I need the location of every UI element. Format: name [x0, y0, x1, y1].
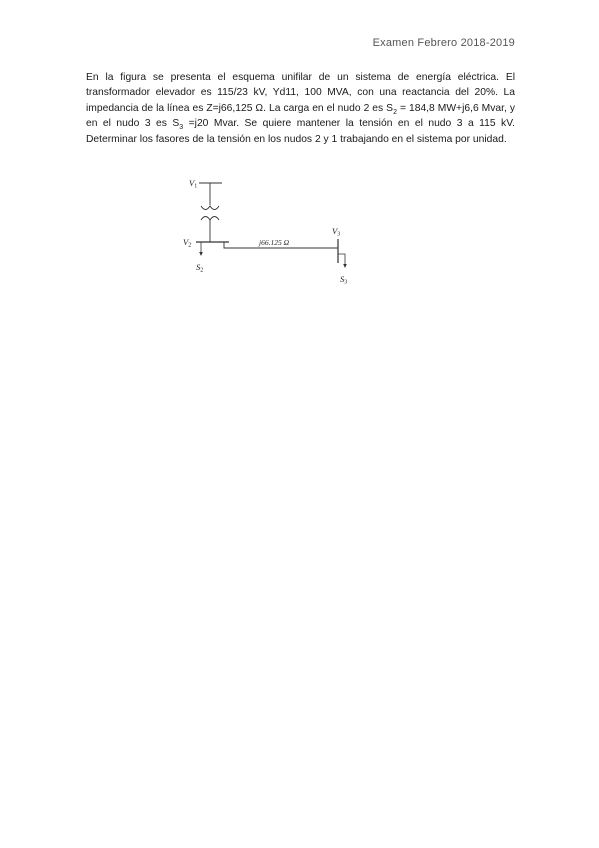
v3-label: V3: [332, 226, 341, 238]
problem-text-part-1: En la figura se presenta el esquema unifilar de un sistema de energía eléctrica. El transformador elevador es 115/23 kV, Yd11, 100 MVA, con una reactancia del 20%. La impedancia de la línea es Z=j66,125 Ω. La carga en el nudo 2 es S: [86, 72, 515, 114]
load-3-arrow: [343, 264, 347, 268]
transformer-secondary-winding: [201, 217, 219, 221]
transformer-primary-winding: [201, 206, 219, 210]
v1-label: V1: [189, 178, 198, 190]
problem-text-part-2: = 184,8 MW+j6,6 Mvar, y en el nudo 3 es S: [86, 102, 515, 130]
s3-label: S3: [340, 274, 348, 286]
problem-text-part-3: =j20 Mvar. Se quiere mantener la tensión en el nudo 3 a 115 kV. Determinar los fasores de la tensión en los nudos 2 y 1 trabajando en el sistema por unidad.: [86, 118, 515, 145]
line-impedance-label: j66.125 Ω: [259, 238, 290, 247]
v2-label: V2: [183, 237, 192, 249]
s2-subscript: 2: [393, 108, 397, 116]
s2-label: S2: [196, 262, 204, 274]
transformer-symbol: [201, 206, 219, 220]
page-header: Examen Febrero 2018-2019: [372, 37, 515, 49]
load-2-arrow: [199, 252, 203, 256]
s3-subscript: 3: [179, 124, 184, 132]
